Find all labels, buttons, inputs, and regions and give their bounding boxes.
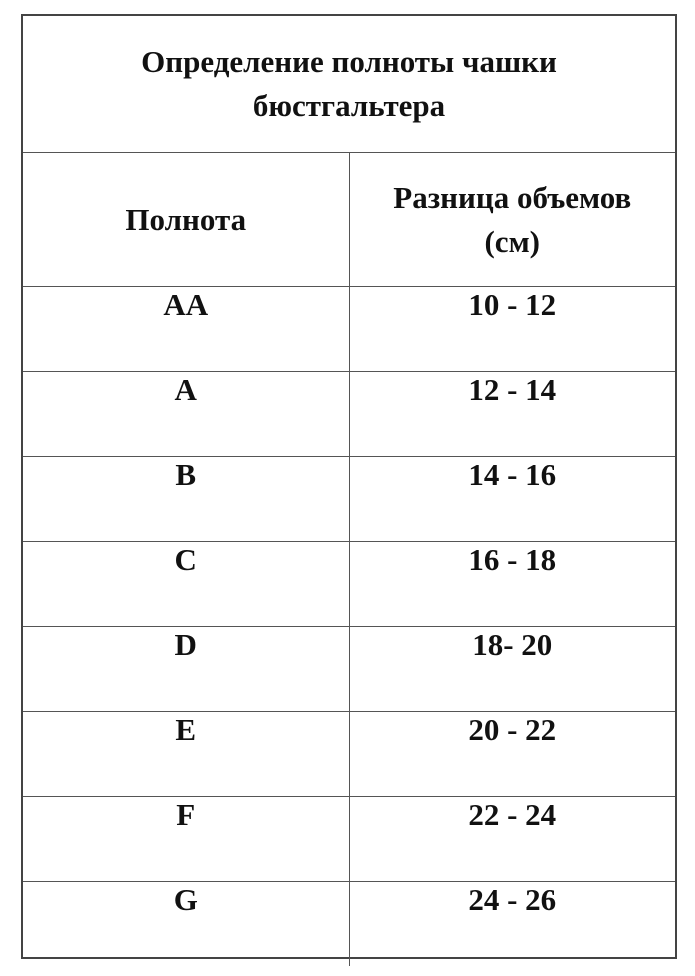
table-row: [23, 542, 675, 627]
table-row: [23, 627, 675, 712]
table-row: [23, 797, 675, 882]
cup-cell: F: [23, 797, 349, 882]
table-row: [23, 712, 675, 797]
column-header-difference-label: Разница объемов (см): [393, 179, 632, 259]
table-row: [23, 457, 675, 542]
difference-cell: 24 - 26: [349, 882, 675, 967]
column-header-cup-label: Полнота: [125, 201, 247, 237]
cup-cell: B: [23, 457, 349, 542]
table-row: [23, 882, 675, 967]
title-row: [23, 16, 675, 153]
cup-cell: A: [23, 372, 349, 457]
cup-cell: C: [23, 542, 349, 627]
header-row: [23, 153, 675, 287]
cup-size-table-frame: [21, 14, 677, 959]
difference-cell: 18- 20: [349, 627, 675, 712]
table-row: [23, 372, 675, 457]
column-header-cup: [23, 153, 349, 287]
table-title: Определение полноты чашки бюстгальтера: [141, 44, 557, 123]
difference-cell: 10 - 12: [349, 287, 675, 372]
difference-cell: 12 - 14: [349, 372, 675, 457]
difference-cell: 14 - 16: [349, 457, 675, 542]
cup-cell: G: [23, 882, 349, 967]
table-title-cell: [23, 16, 675, 153]
column-header-difference: [349, 153, 675, 287]
table-row: [23, 287, 675, 372]
cup-cell: AA: [23, 287, 349, 372]
cup-cell: E: [23, 712, 349, 797]
cup-cell: D: [23, 627, 349, 712]
difference-cell: 20 - 22: [349, 712, 675, 797]
cup-size-table: [23, 16, 675, 966]
difference-cell: 22 - 24: [349, 797, 675, 882]
difference-cell: 16 - 18: [349, 542, 675, 627]
